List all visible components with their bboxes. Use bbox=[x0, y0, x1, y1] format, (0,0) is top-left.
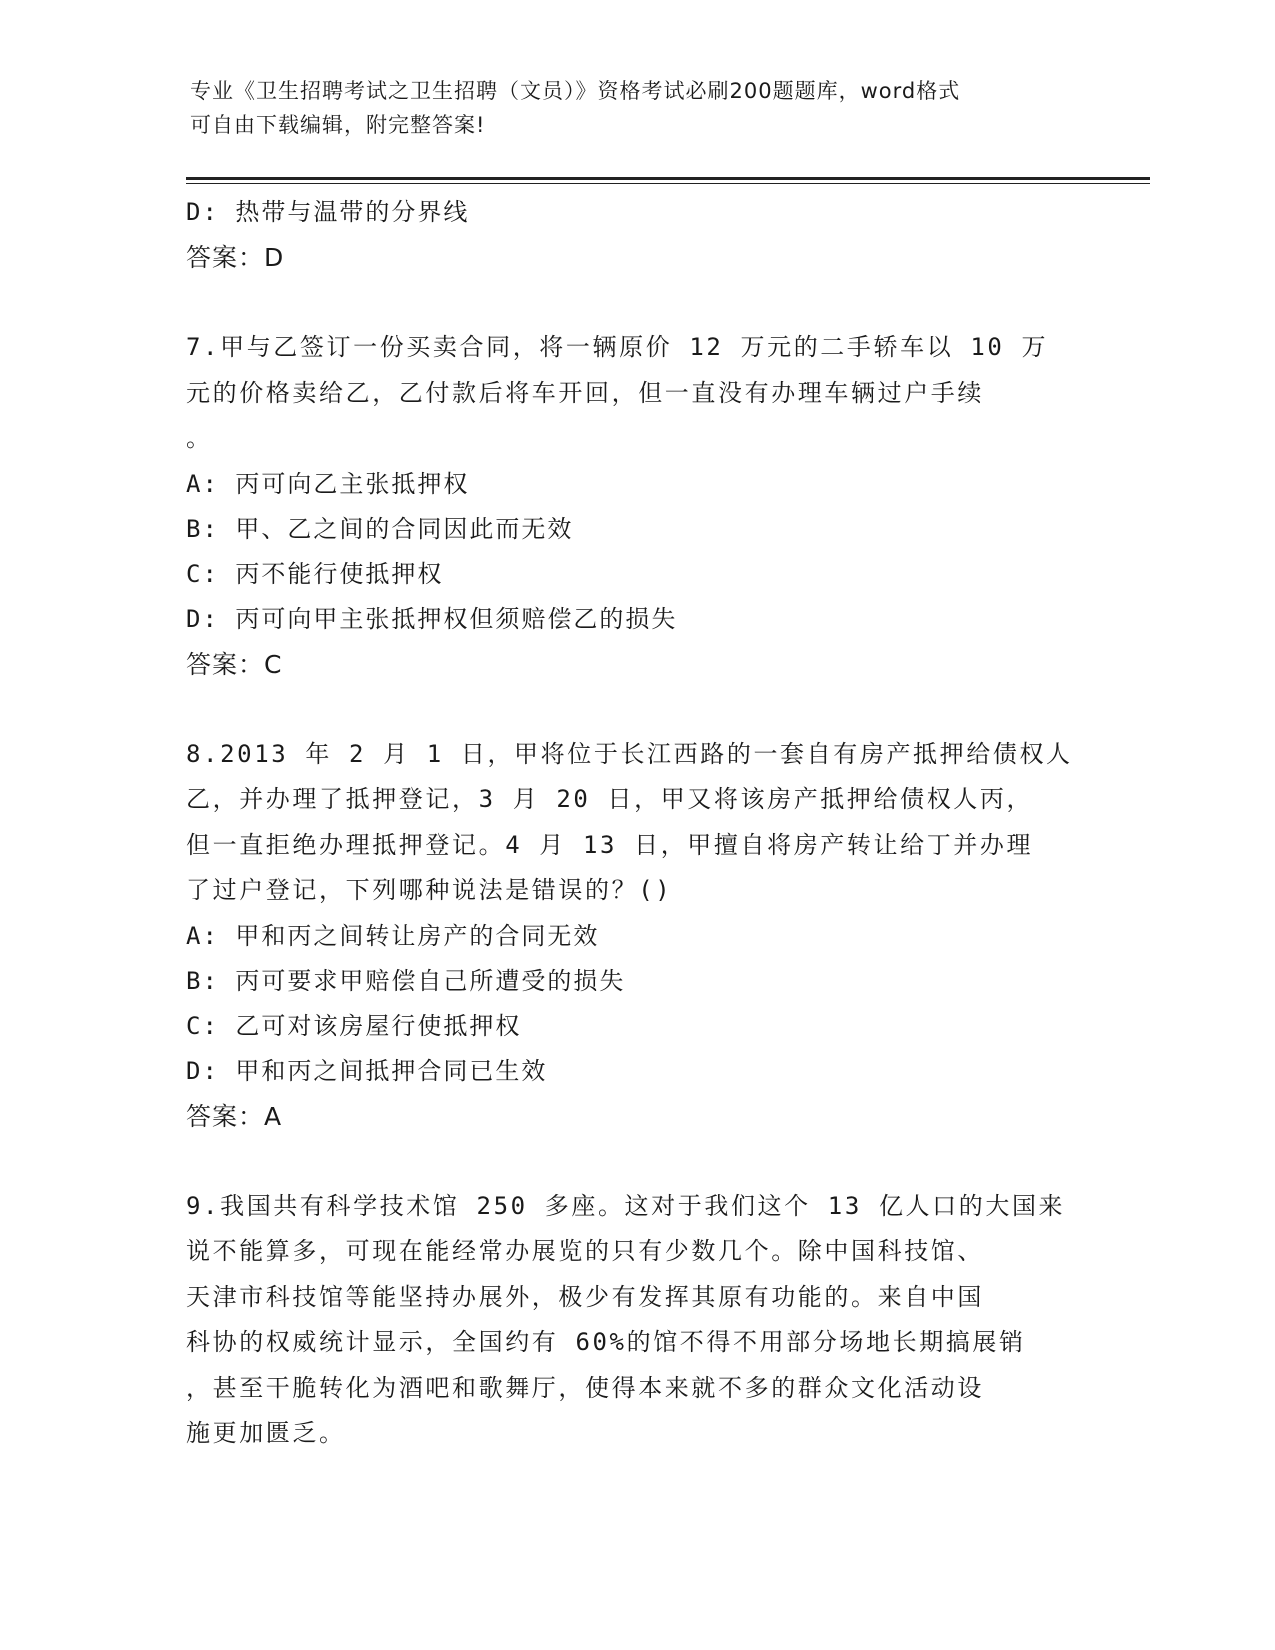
spacer bbox=[186, 1140, 1076, 1184]
spacer bbox=[186, 688, 1076, 732]
header-divider-thick bbox=[186, 177, 1150, 180]
spacer bbox=[186, 281, 1076, 325]
answer-line: 答案：D bbox=[186, 243, 285, 272]
option-d: D: 丙可向甲主张抵押权但须赔偿乙的损失 bbox=[186, 604, 678, 633]
question-list bbox=[186, 190, 1076, 1457]
question-8 bbox=[186, 732, 1076, 1140]
question-stem-line: 。 bbox=[186, 424, 213, 452]
question-stem-line: 乙，并办理了抵押登记，3 月 20 日，甲又将该房产抵押给债权人丙， bbox=[186, 785, 1034, 813]
question-stem-line: 说不能算多，可现在能经常办展览的只有少数几个。除中国科技馆、 bbox=[186, 1237, 984, 1265]
header-divider-thin bbox=[186, 183, 1150, 184]
question-stem-line: ，甚至干脆转化为酒吧和歌舞厅，使得本来就不多的群众文化活动设 bbox=[186, 1373, 984, 1402]
header-title-line-2: 可自由下载编辑，附完整答案! bbox=[190, 113, 486, 137]
option-d: D: 热带与温带的分界线 bbox=[186, 198, 470, 226]
question-stem-line: 9.我国共有科学技术馆 250 多座。这对于我们这个 13 亿人口的大国来 bbox=[186, 1191, 1066, 1220]
option-b: B: 丙可要求甲赔偿自己所遭受的损失 bbox=[186, 966, 626, 995]
question-stem-line: 7.甲与乙签订一份买卖合同，将一辆原价 12 万元的二手轿车以 10 万 bbox=[186, 333, 1049, 361]
option-a: A: 丙可向乙主张抵押权 bbox=[186, 469, 470, 498]
question-stem-line: 了过户登记，下列哪种说法是错误的？() bbox=[186, 876, 673, 904]
option-a: A: 甲和丙之间转让房产的合同无效 bbox=[186, 921, 600, 950]
option-c: C: 丙不能行使抵押权 bbox=[186, 559, 444, 588]
question-stem-line: 元的价格卖给乙，乙付款后将车开回，但一直没有办理车辆过户手续 bbox=[186, 378, 984, 407]
question-9 bbox=[186, 1184, 1076, 1457]
question-stem-line: 但一直拒绝办理抵押登记。4 月 13 日，甲擅自将房产转让给丁并办理 bbox=[186, 830, 1034, 859]
answer-line: 答案：A bbox=[186, 1101, 283, 1131]
page-header bbox=[190, 74, 1070, 142]
answer-line: 答案：C bbox=[186, 649, 283, 679]
question-stem-line: 施更加匮乏。 bbox=[186, 1419, 346, 1447]
option-b: B: 甲、乙之间的合同因此而无效 bbox=[186, 514, 574, 543]
question-6 bbox=[186, 190, 1076, 281]
question-stem-line: 天津市科技馆等能坚持办展外，极少有发挥其原有功能的。来自中国 bbox=[186, 1282, 984, 1311]
option-c: C: 乙可对该房屋行使抵押权 bbox=[186, 1011, 522, 1040]
question-7 bbox=[186, 325, 1076, 688]
question-stem-line: 8.2013 年 2 月 1 日，甲将位于长江西路的一套自有房产抵押给债权人 bbox=[186, 739, 1073, 768]
question-stem-line: 科协的权威统计显示，全国约有 60%的馆不得不用部分场地长期搞展销 bbox=[186, 1328, 1026, 1356]
header-title-line-1: 专业《卫生招聘考试之卫生招聘（文员）》资格考试必刷200题题库，word格式 bbox=[190, 79, 961, 103]
option-d: D: 甲和丙之间抵押合同已生效 bbox=[186, 1056, 548, 1085]
